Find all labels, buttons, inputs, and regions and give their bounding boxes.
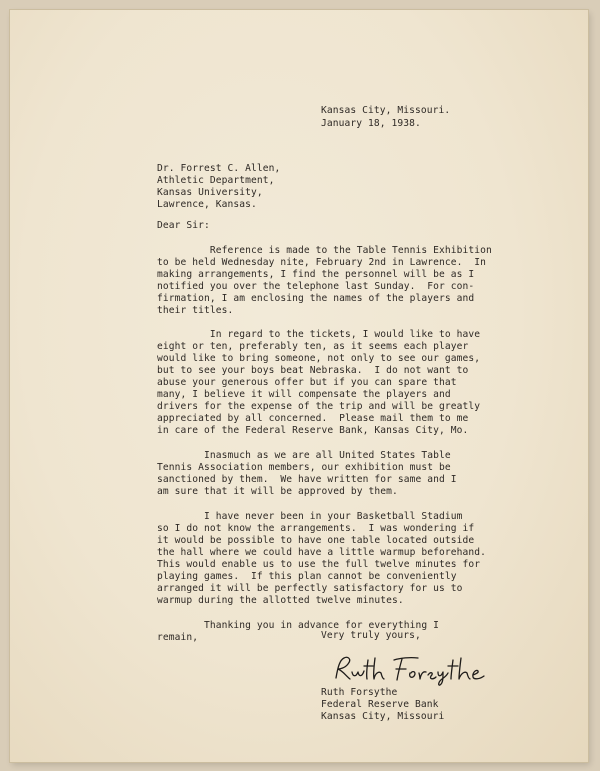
body-line: abuse your generous offer but if you can spare that [157, 377, 457, 388]
body-line: firmation, I am enclosing the names of the players and [157, 293, 475, 304]
body-line: playing games. If this plan cannot be conveniently [157, 571, 457, 582]
letter-page [10, 10, 588, 762]
body-line: Inasmuch as we are all United States Table [157, 450, 451, 461]
signer-name: Ruth Forsythe [321, 687, 398, 698]
body-line: Tennis Association members, our exhibition must be [157, 462, 451, 473]
body-line: the hall where we could have a little warmup beforehand. [157, 547, 487, 558]
handwritten-signature [328, 652, 498, 686]
body-line: notified you over the telephone last Sunday. For con- [157, 281, 475, 292]
signer-location: Kansas City, Missouri [321, 711, 445, 722]
body-line: to be held Wednesday nite, February 2nd in Lawrence. In [157, 257, 487, 268]
recipient-line: Dr. Forrest C. Allen, [157, 163, 281, 174]
body-line: in care of the Federal Reserve Bank, Kansas City, Mo. [157, 425, 469, 436]
recipient-line: Kansas University, [157, 187, 263, 198]
recipient-line: Lawrence, Kansas. [157, 199, 257, 210]
body-line: so I do not know the arrangements. I was wondering if [157, 523, 475, 534]
body-line: I have never been in your Basketball Stadium [157, 511, 463, 522]
body-line: remain, [157, 632, 199, 643]
body-line: This would enable us to use the full twelve minutes for [157, 559, 481, 570]
sender-place: Kansas City, Missouri. [321, 105, 451, 116]
body-line: Reference is made to the Table Tennis Exhibition [157, 245, 492, 256]
body-line: making arrangements, I find the personnel will be as I [157, 269, 475, 280]
recipient-line: Athletic Department, [157, 175, 275, 186]
body-line: their titles. [157, 305, 234, 316]
signer-org: Federal Reserve Bank [321, 699, 439, 710]
salutation: Dear Sir: [157, 220, 210, 231]
body-line: warmup during the allotted twelve minutes. [157, 595, 404, 606]
closing: Very truly yours, [321, 630, 421, 641]
body-line: arranged it will be perfectly satisfactory for us to [157, 583, 463, 594]
body-line: Thanking you in advance for everything I [157, 620, 440, 631]
body-line: but to see your boys beat Nebraska. I do not want to [157, 365, 469, 376]
body-line: it would be possible to have one table located outside [157, 535, 475, 546]
body-line: would like to bring someone, not only to see our games, [157, 353, 481, 364]
body-line: am sure that it will be approved by them. [157, 486, 398, 497]
body-line: sanctioned by them. We have written for same and I [157, 474, 457, 485]
body-line: many, I believe it will compensate the players and [157, 389, 451, 400]
body-line: eight or ten, preferably ten, as it seems each player [157, 341, 469, 352]
body-line: In regard to the tickets, I would like to have [157, 329, 481, 340]
letter-date: January 18, 1938. [321, 118, 421, 129]
body-line: appreciated by all concerned. Please mail them to me [157, 413, 469, 424]
body-line: drivers for the expense of the trip and will be greatly [157, 401, 481, 412]
